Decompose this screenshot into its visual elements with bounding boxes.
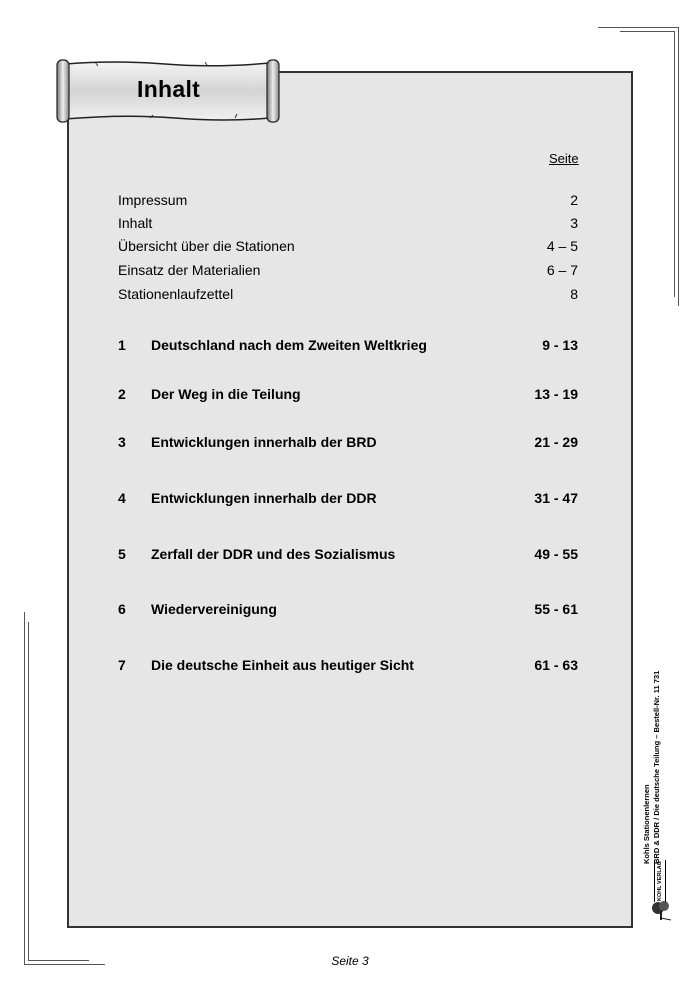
chapter-number: 1 [118, 337, 126, 353]
chapter-number: 2 [118, 386, 126, 402]
chapter-title: Die deutsche Einheit aus heutiger Sicht [151, 657, 414, 673]
toc-front-row [118, 286, 578, 304]
toc-page: 4 – 5 [546, 238, 578, 254]
page-title: Inhalt [137, 76, 201, 102]
toc-label: Stationenlaufzettel [118, 286, 234, 302]
toc-label: Impressum [118, 192, 188, 208]
chapter-number: 5 [118, 546, 126, 562]
toc-page: 2 [570, 192, 578, 208]
toc-page: 3 [570, 215, 578, 231]
chapter-number: 3 [118, 434, 126, 450]
chapter-title: Wiedervereinigung [151, 601, 277, 617]
title-banner [55, 58, 281, 124]
publisher-series: Kohls Stationenlernen [642, 784, 651, 864]
publisher-side-info [640, 612, 680, 912]
chapter-pages: 61 - 63 [534, 657, 578, 673]
chapter-pages: 31 - 47 [534, 490, 578, 506]
chapter-title: Deutschland nach dem Zweiten Weltkrieg [151, 337, 427, 353]
toc-chapter-row [118, 490, 578, 508]
toc-front-row [118, 238, 578, 256]
toc-chapter-row [118, 601, 578, 619]
toc-front-row [118, 262, 578, 280]
chapter-title: Entwicklungen innerhalb der BRD [151, 434, 377, 450]
toc-chapter-row [118, 434, 578, 452]
chapter-pages: 55 - 61 [534, 601, 578, 617]
page-footer: Seite 3 [331, 954, 369, 968]
chapter-title: Der Weg in die Teilung [151, 386, 301, 402]
toc-page: 6 – 7 [546, 262, 578, 278]
toc-label: Einsatz der Materialien [118, 262, 261, 278]
toc-page: 8 [570, 286, 578, 302]
toc-chapter-row [118, 546, 578, 564]
toc-chapter-row [118, 337, 578, 355]
chapter-pages: 21 - 29 [534, 434, 578, 450]
chapter-pages: 49 - 55 [534, 546, 578, 562]
publisher-order-info: BRD & DDR / Die deutsche Teilung – Bestell-Nr. 11 731 [652, 670, 661, 864]
toc-front-row [118, 215, 578, 233]
chapter-number: 4 [118, 490, 126, 506]
chapter-pages: 13 - 19 [534, 386, 578, 402]
chapter-title: Entwicklungen innerhalb der DDR [151, 490, 377, 506]
toc-label: Übersicht über die Stationen [118, 238, 295, 254]
chapter-number: 6 [118, 601, 126, 617]
page-column-header: Seite [549, 151, 579, 166]
toc-front-row [118, 192, 578, 210]
chapter-pages: 9 - 13 [542, 337, 578, 353]
chapter-number: 7 [118, 657, 126, 673]
publisher-logo-text: KOHL VERLAG [654, 860, 666, 902]
toc-chapter-row [118, 386, 578, 404]
toc-chapter-row [118, 657, 578, 675]
toc-label: Inhalt [118, 215, 153, 231]
chapter-title: Zerfall der DDR und des Sozialismus [151, 546, 396, 562]
